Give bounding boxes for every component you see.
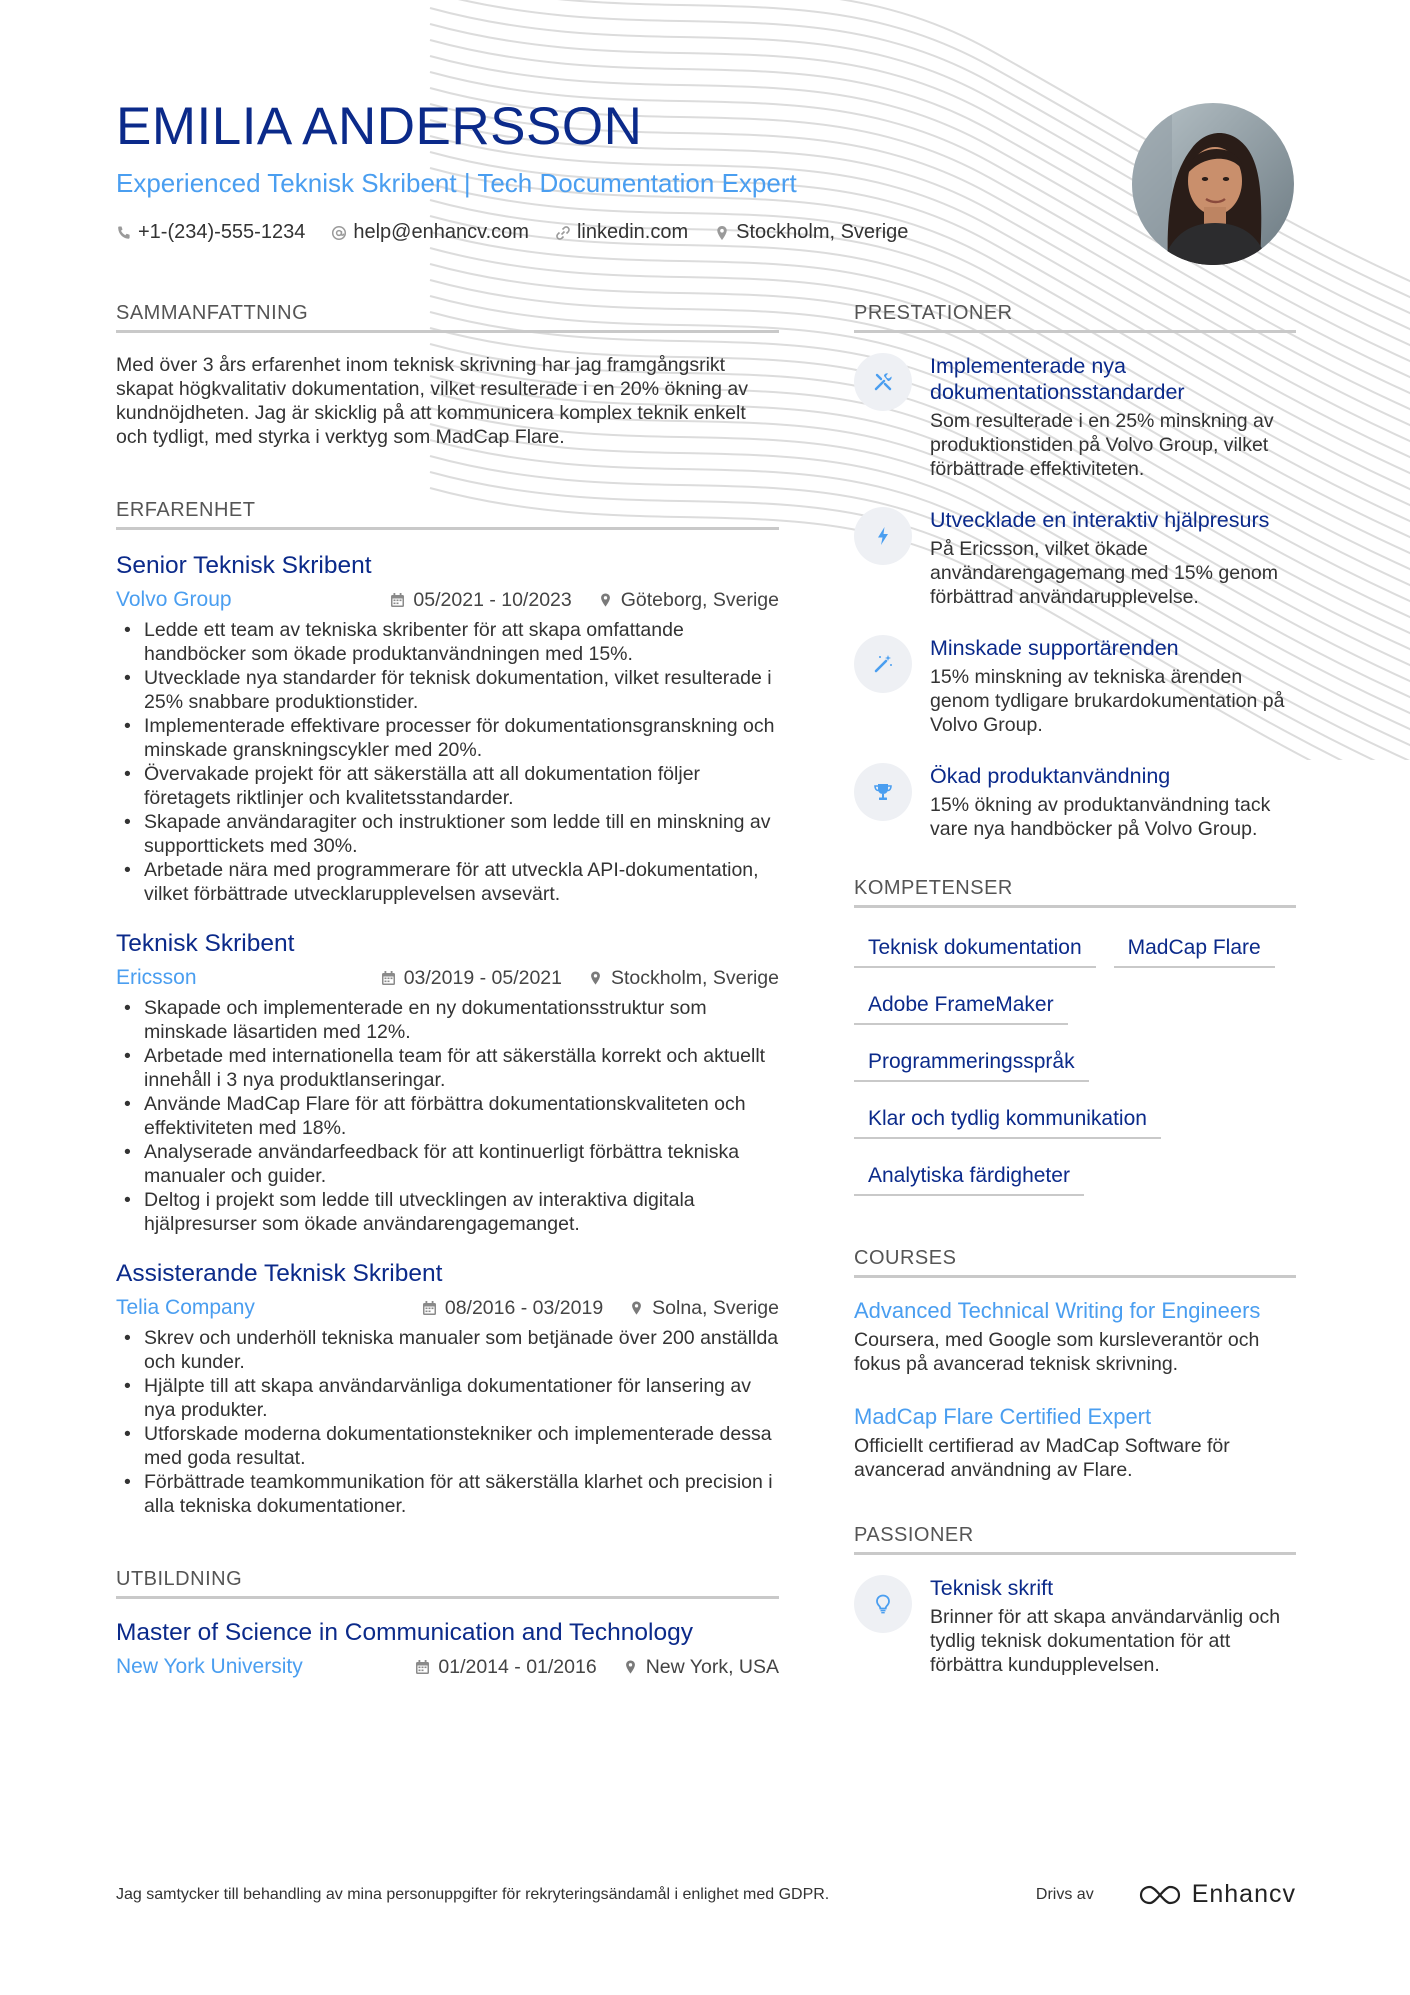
achievement-title: Ökad produktanvändning <box>930 764 1171 788</box>
achievement-body <box>930 507 1296 609</box>
skill-tag: Teknisk dokumentation <box>854 928 1096 968</box>
job-location <box>588 967 779 990</box>
skill-tag: MadCap Flare <box>1114 928 1275 968</box>
bullet-item: • Deltog i projekt som ledde till utvecklingen av interaktiva digitala hjälpresurser som ökade användarengagemanget. <box>116 1188 779 1236</box>
skill-tag: Klar och tydlig kommunikation <box>854 1099 1161 1139</box>
contact-bar <box>116 221 1116 244</box>
location-pin-icon <box>588 970 603 986</box>
course-item <box>854 1298 1296 1376</box>
achievement-desc: 15% ökning av produktanvändning tack vare nya handböcker på Volvo Group. <box>930 794 1271 840</box>
contact-phone[interactable] <box>116 221 305 244</box>
skills-list <box>854 928 1296 1213</box>
job-location <box>598 589 779 612</box>
job-meta <box>116 966 779 990</box>
location-text: Stockholm, Sverige <box>736 221 909 244</box>
achievement-title: Implementerade nya dokumentationsstandarder <box>930 354 1185 404</box>
achievement-icon-wrap <box>854 353 912 411</box>
course-desc: Coursera, med Google som kursleverantör och fokus på avancerad teknisk skrivning. <box>854 1329 1260 1375</box>
job-meta-right <box>390 589 779 612</box>
gdpr-consent: Jag samtycker till behandling av mina personuppgifter för rekryteringsändamål i enlighet med GDPR. <box>116 1885 830 1903</box>
passion-icon-wrap <box>854 1575 912 1633</box>
achievement-body <box>930 763 1296 841</box>
brand-name: Enhancv <box>1191 1880 1296 1908</box>
experience-section <box>116 499 779 1518</box>
job-entry <box>116 552 779 906</box>
trophy-icon <box>872 781 894 803</box>
company-name: Telia Company <box>116 1296 255 1319</box>
achievement-title: Minskade supportärenden <box>930 636 1179 660</box>
course-title: MadCap Flare Certified Expert <box>854 1404 1152 1429</box>
job-title: Teknisk Skribent <box>116 930 295 957</box>
achievement-item <box>854 635 1296 737</box>
achievement-item <box>854 507 1296 609</box>
powered-by <box>1036 1880 1296 1909</box>
link-icon <box>555 225 571 241</box>
lightbulb-icon <box>872 1593 894 1615</box>
section-title-experience: ERFARENHET <box>116 499 779 530</box>
avatar <box>1132 103 1294 265</box>
passion-desc: Brinner för att skapa användarvänlig och tydlig teknisk dokumentation för att förbättra kundupplevelsen. <box>930 1606 1281 1676</box>
left-column <box>116 302 779 1685</box>
achievement-desc: Som resulterade i en 25% minskning av produktionstiden på Volvo Group, vilket förbättrade effektiviteten. <box>930 410 1274 480</box>
bullet-item: • Utforskade moderna dokumentationstekniker och implementerade dessa med goda resultat. <box>116 1422 779 1470</box>
bullet-item: • Förbättrade teamkommunikation för att säkerställa klarhet och precision i alla tekniska dokumentationer. <box>116 1470 779 1518</box>
section-title-skills: KOMPETENSER <box>854 877 1296 908</box>
calendar-icon <box>422 1300 437 1316</box>
education-section <box>116 1568 779 1679</box>
education-location <box>623 1656 779 1679</box>
achievement-title: Utvecklade en interaktiv hjälpresurs <box>930 508 1270 532</box>
bullet-item: • Analyserade användarfeedback för att kontinuerligt förbättra tekniska manualer och guider. <box>116 1140 779 1188</box>
job-dates-text: 03/2019 - 05/2021 <box>403 966 562 989</box>
education-meta-right <box>415 1656 779 1679</box>
resume-header <box>116 98 1116 244</box>
linkedin-text: linkedin.com <box>576 221 689 244</box>
company-name: Volvo Group <box>116 588 232 611</box>
at-icon <box>331 225 347 241</box>
phone-icon <box>116 225 132 241</box>
achievement-desc: 15% minskning av tekniska ärenden genom tydligare brukardokumentation på Volvo Group. <box>930 666 1285 736</box>
job-bullets <box>116 618 779 906</box>
page-footer <box>116 1880 1296 1909</box>
section-title-achievements: PRESTATIONER <box>854 302 1296 333</box>
job-location-text: Solna, Sverige <box>652 1296 779 1319</box>
powered-by-label: Drivs av <box>1035 1885 1094 1903</box>
bullet-item: • Skrev och underhöll tekniska manualer som betjänade över 200 anställda och kunder. <box>116 1326 779 1374</box>
calendar-icon <box>390 592 405 608</box>
job-dates <box>422 1297 603 1320</box>
job-dates <box>381 967 562 990</box>
location-pin-icon <box>623 1659 638 1675</box>
section-title-summary: SAMMANFATTNING <box>116 302 779 333</box>
passion-title: Teknisk skrift <box>930 1576 1054 1600</box>
course-title: Advanced Technical Writing for Engineers <box>854 1298 1261 1323</box>
tools-icon <box>872 371 894 393</box>
school-name: New York University <box>116 1655 303 1678</box>
education-meta <box>116 1655 779 1679</box>
bullet-item: • Hjälpte till att skapa användarvänliga dokumentationer för lansering av nya produkter. <box>116 1374 779 1422</box>
job-dates-text: 05/2021 - 10/2023 <box>413 588 572 611</box>
skill-tag: Analytiska färdigheter <box>854 1156 1084 1196</box>
bullet-item: • Arbetade nära med programmerare för att utveckla API-dokumentation, vilket förbättrade utvecklarupplevelsen avsevärt. <box>116 858 779 906</box>
passions-section <box>854 1524 1296 1677</box>
job-meta-right <box>381 967 779 990</box>
bolt-icon <box>872 525 894 547</box>
section-title-courses: COURSES <box>854 1247 1296 1278</box>
magic-wand-icon <box>872 653 894 675</box>
bullet-item: • Skapade användaragiter och instruktioner som ledde till en minskning av supporttickets med 30%. <box>116 810 779 858</box>
job-dates <box>390 589 571 612</box>
achievement-item <box>854 353 1296 481</box>
courses-section <box>854 1247 1296 1482</box>
passion-item <box>854 1575 1296 1677</box>
candidate-headline: Experienced Teknisk Skribent | Tech Documentation Expert <box>116 168 797 199</box>
bullet-item: • Utvecklade nya standarder för teknisk dokumentation, vilket resulterade i 25% snabbare produktionstider. <box>116 666 779 714</box>
job-entry <box>116 930 779 1236</box>
contact-linkedin[interactable] <box>555 221 688 244</box>
location-pin-icon <box>714 225 730 241</box>
location-pin-icon <box>598 592 613 608</box>
section-title-education: UTBILDNING <box>116 1568 779 1599</box>
candidate-name: EMILIA ANDERSSON <box>116 97 643 156</box>
contact-email[interactable] <box>331 221 529 244</box>
infinity-logo-icon <box>1138 1882 1182 1908</box>
job-bullets <box>116 996 779 1236</box>
phone-text: +1-(234)-555-1234 <box>138 221 306 244</box>
bullet-item: • Använde MadCap Flare för att förbättra dokumentationskvaliteten och effektiviteten med 18%. <box>116 1092 779 1140</box>
education-dates <box>415 1656 596 1679</box>
calendar-icon <box>415 1659 430 1675</box>
job-meta <box>116 1296 779 1320</box>
education-location-text: New York, USA <box>645 1655 779 1678</box>
contact-location <box>714 221 908 244</box>
achievement-body <box>930 353 1296 481</box>
job-location-text: Göteborg, Sverige <box>620 588 779 611</box>
summary-section <box>116 302 779 449</box>
bullet-item: • Övervakade projekt för att säkerställa att all dokumentation följer företagets riktlinjer och kvalitetsstandarder. <box>116 762 779 810</box>
job-entry <box>116 1260 779 1518</box>
bullet-item: • Implementerade effektivare processer för dokumentationsgranskning och minskade granskningscykler med 20%. <box>116 714 779 762</box>
bullet-item: • Skapade och implementerade en ny dokumentationsstruktur som minskade läsartiden med 12%. <box>116 996 779 1044</box>
bullet-item: • Arbetade med internationella team för att säkerställa korrekt och aktuellt innehåll i 3 nya produktlanseringar. <box>116 1044 779 1092</box>
job-meta-right <box>422 1297 779 1320</box>
course-item <box>854 1404 1296 1482</box>
achievements-section <box>854 302 1296 841</box>
email-text: help@enhancv.com <box>353 221 529 244</box>
achievement-icon-wrap <box>854 507 912 565</box>
calendar-icon <box>381 970 396 986</box>
summary-text: Med över 3 års erfarenhet inom teknisk skrivning har jag framgångsrikt skapat högkvalitativ dokumentation, vilket resulterade i en 20% ökning av kundnöjdheten. Jag är skicklig på att kommunicera komplex teknik enkelt och tydligt, med styrka i verktyg som MadCap Flare. <box>116 354 748 448</box>
job-meta <box>116 588 779 612</box>
skill-tag: Adobe FrameMaker <box>854 985 1068 1025</box>
course-desc: Officiellt certifierad av MadCap Software för avancerad användning av Flare. <box>854 1435 1230 1481</box>
profile-photo <box>1132 103 1294 265</box>
location-pin-icon <box>629 1300 644 1316</box>
job-title: Assisterande Teknisk Skribent <box>116 1260 443 1287</box>
achievement-icon-wrap <box>854 635 912 693</box>
degree-title: Master of Science in Communication and Technology <box>116 1619 693 1646</box>
company-name: Ericsson <box>116 966 197 989</box>
achievement-icon-wrap <box>854 763 912 821</box>
achievement-item <box>854 763 1296 841</box>
passion-body <box>930 1575 1296 1677</box>
section-title-passions: PASSIONER <box>854 1524 1296 1555</box>
skills-section <box>854 877 1296 1213</box>
bullet-item: • Ledde ett team av tekniska skribenter för att skapa omfattande handböcker som ökade produktanvändningen med 15%. <box>116 618 779 666</box>
education-dates-text: 01/2014 - 01/2016 <box>438 1655 597 1678</box>
job-dates-text: 08/2016 - 03/2019 <box>444 1296 604 1319</box>
job-title: Senior Teknisk Skribent <box>116 552 372 579</box>
enhancv-logo[interactable] <box>1138 1880 1296 1909</box>
achievement-desc: På Ericsson, vilket ökade användarengagemang med 15% genom förbättrad användarupplevelse. <box>930 538 1279 608</box>
job-location-text: Stockholm, Sverige <box>611 966 779 989</box>
skill-tag: Programmeringsspråk <box>854 1042 1089 1082</box>
job-bullets <box>116 1326 779 1518</box>
right-column <box>854 302 1296 1703</box>
job-location <box>629 1297 779 1320</box>
achievement-body <box>930 635 1296 737</box>
